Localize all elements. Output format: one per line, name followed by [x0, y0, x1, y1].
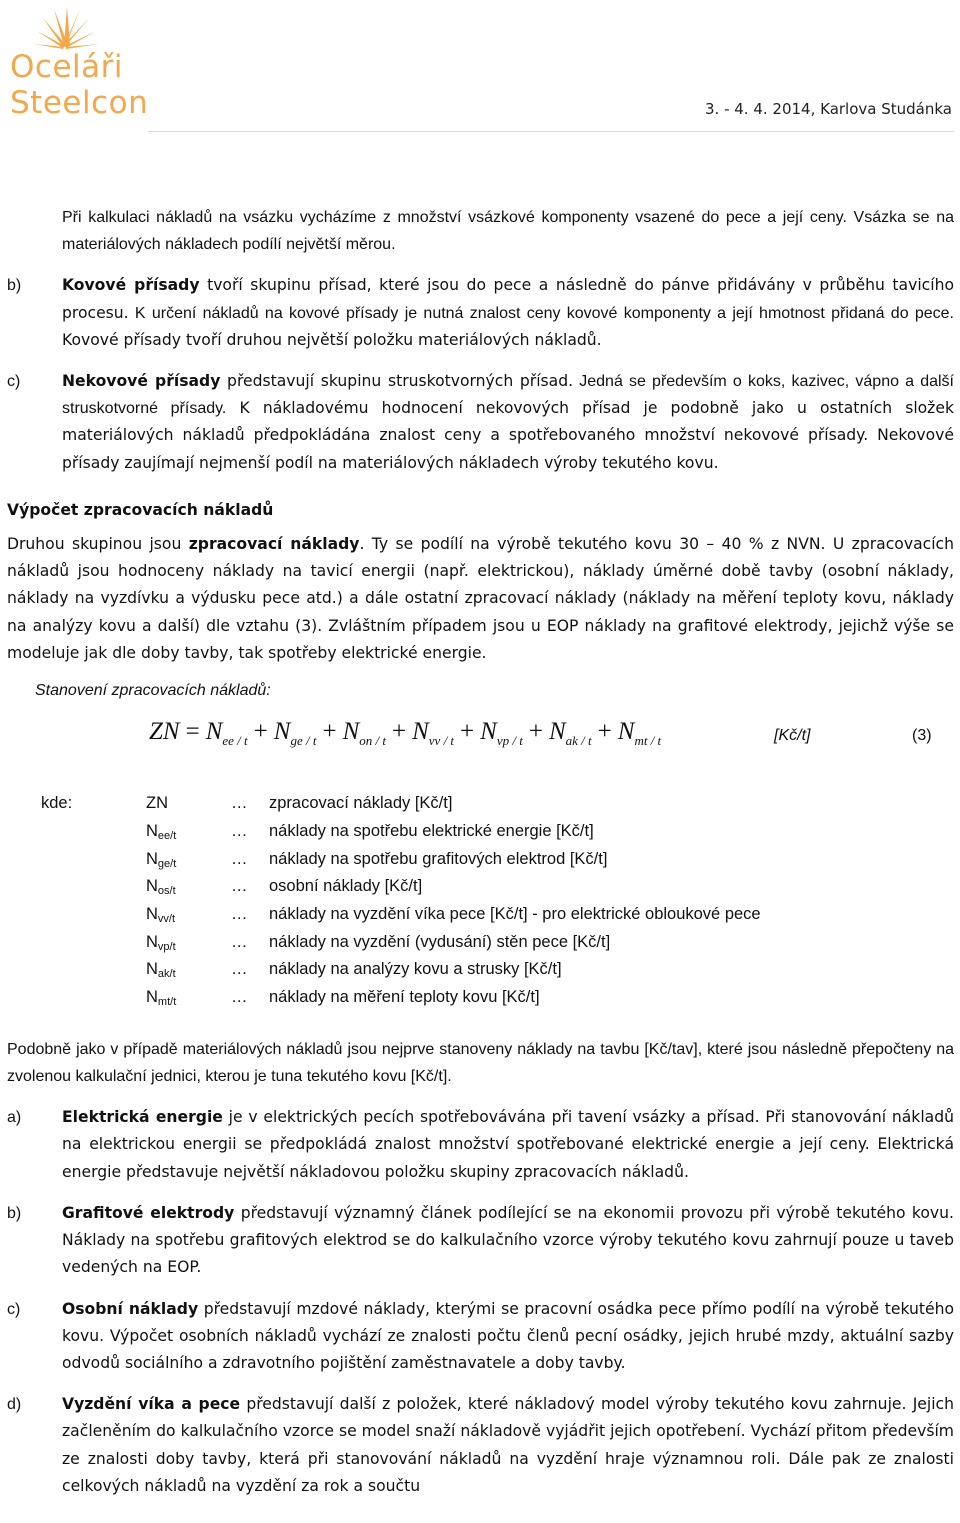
definition-row: $N_{ge/t}$ … náklady na spotřebu grafitových elektrod [Kč/t] [146, 849, 608, 870]
equation-body: ZN = $N_{ee / t} + N_{ge / t} + N_{on / t} + N_{vv / t} + N_{vp / t} + N_{ak / t} + N_{mt / t}$ [149, 718, 662, 749]
item-text: Jedná se především o koks, kazivec, vápno a další struskotvorné přísady. [62, 373, 955, 418]
term-electric-energy: Elektrická energie [62, 1108, 223, 1127]
list-label: a) [7, 1109, 22, 1127]
kde-label: kde: [41, 794, 73, 813]
symbol-definitions [41, 792, 761, 1014]
logo-text-steelcon: Steelcon [10, 85, 149, 121]
list-label: c) [7, 373, 21, 391]
term-personal-costs: Osobní náklady [62, 1299, 199, 1318]
definition-row: $N_{ee/t}$ … náklady na spotřebu elektrické energie [Kč/t] [146, 821, 594, 842]
list-item-metallic-additives [7, 272, 954, 354]
item-text: tvoří skupinu přísad, které jsou do pece a následně do pánve přidávány v průběhu tavicího procesu. [62, 276, 954, 322]
term-lining: Vyzdění víka a pece [62, 1395, 241, 1414]
equation-term: $N_{mt / t}$ [617, 718, 662, 749]
list-item-nonmetallic-additives [7, 368, 954, 477]
item-text: představují mzdové náklady, kterými se pracovní osádka pece přímo podílí na výrobě tekutého kovu. Výpočet osobních nákladů vychází ze znalosti počtu členů pecní osádky, jejich hrubé mzdy, aktuální sazby odvodů sociálního a zdravotního pojištění zaměstnavatele a doby tavby. [62, 1299, 955, 1372]
equation-term: $N_{ak / t}$ [548, 718, 592, 749]
equation-term: $N_{on / t}$ [342, 718, 386, 749]
intro-paragraph: Při kalkulaci nákladů na vsázku vycházíme z množství vsázkové komponenty vsazené do pece a její ceny. Vsázka se na materiálových nákladech podílí největší měrou. [62, 209, 954, 254]
item-text: představují skupinu struskotvorných přísad. [220, 372, 574, 391]
page-content [7, 204, 954, 1500]
list-item-electric-energy [7, 1104, 954, 1186]
conference-logo [4, 4, 149, 124]
equation-lhs: ZN [149, 718, 180, 746]
term-graphite-electrodes: Grafitové elektrody [62, 1203, 235, 1222]
item-text: K nákladovému hodnocení nekovových přísad je podobně jako u ostatních složek materiálových nákladů předpokládána znalost ceny a spotřebovaného množství nekovové přísady. Nekovové přísady zaujímají nejmenší podíl na materiálových nákladech výroby tekutého kovu. [62, 399, 954, 472]
section-heading: Výpočet zpracovacích nákladů [7, 500, 274, 519]
item-text: Kovové přísady tvoří druhou největší položku materiálových nákladů. [62, 330, 602, 349]
header-date-place: 3. - 4. 4. 2014, Karlova Studánka [705, 100, 952, 118]
equation-term: $N_{ee / t}$ [205, 718, 248, 749]
item-text: představují další z položek, které nákladový model výroby tekutého kovu zahrnuje. Jejich začleněním do kalkulačního vzorce se model snaží nákladově vyjádřit jejich opotřebení. Vychází přitom především ze znalosti doby tavby, která při stanovování nákladů na vyzdění hraje významnou roli. Dále pak ze znalosti celkových nákladů na vyzdění za rok a součtu [62, 1395, 955, 1495]
equation-unit: [Kč/t] [774, 727, 811, 745]
list-item-lining [7, 1391, 954, 1500]
equation-term: $N_{vv / t}$ [412, 718, 455, 749]
definition-row: $N_{vp/t}$ … náklady na vyzdění (vydusání) stěn pece [Kč/t] [146, 932, 611, 953]
header-rule [148, 131, 954, 132]
list-item-personal-costs [7, 1296, 954, 1378]
term-metallic-additives: Kovové přísady [62, 276, 200, 295]
equation-term: $N_{vp / t}$ [480, 718, 523, 749]
term-nonmetallic-additives: Nekovové přísady [62, 372, 221, 391]
list-item-graphite-electrodes [7, 1200, 954, 1282]
definition-row: $N_{mt/t}$ … náklady na měření teploty kovu [Kč/t] [146, 988, 540, 1009]
after-definitions-paragraph: Podobně jako v případě materiálových nákladů jsou nejprve stanoveny náklady na tavbu [Kč/tav], které jsou následně přepočteny na zvolenou kalkulační jednici, kterou je tuna tekutého kovu [Kč/t]. [7, 1040, 954, 1086]
equation-3 [7, 704, 954, 766]
equation-number: (3) [912, 727, 932, 745]
item-text: K určení nákladů na kovové přísady je nutná znalost ceny kovové komponenty a její hmotnost přidaná do pece. [128, 304, 954, 322]
section-paragraph: Druhou skupinou jsou zpracovací náklady. Ty se podílí na výrobě tekutého kovu 30 – 40 % z NVN. U zpracovacích nákladů jsou hodnoceny náklady na tavicí energii (např. elektrickou), náklady úměrné době tavby (osobní náklady, náklady na vyzdívku a výdusku pece atd.) a dále ostatní zpracovací náklady (náklady na měření teploty kovu, náklady na analýzy kovu a další) dle vztahu (3). Zvláštním případem jsou u EOP náklady na grafitové elektrody, jejichž výše se modeluje jak dle doby tavby, tak spotřeby elektrické energie. [7, 535, 954, 662]
definition-row: $N_{ak/t}$ … náklady na analýzy kovu a strusky [Kč/t] [146, 960, 562, 981]
formula-subheading: Stanovení zpracovacích nákladů: [35, 682, 271, 700]
list-label: b) [7, 277, 22, 295]
definition-row: $N_{os/t}$ … osobní náklady [Kč/t] [146, 877, 423, 898]
term-processing-costs: zpracovací náklady [188, 535, 360, 554]
item-text: je v elektrických pecích spotřebovávána při tavení vsázky a přísad. Při stanovování nákladů na elektrickou energii se předpokládá znalost množství spotřebované elektrické energie a její ceny. Elektrická energie představuje největší nákladovou položku skupiny zpracovacích nákladů. [62, 1108, 954, 1181]
equation-term: $N_{ge / t}$ [273, 718, 317, 749]
logo-text-ocelari: Oceláři [10, 49, 123, 85]
list-label: b) [7, 1204, 22, 1222]
list-label: d) [7, 1396, 22, 1414]
equation-equals: = [185, 718, 200, 746]
definition-row: kde: ZN … zpracovací náklady [Kč/t] [41, 792, 761, 820]
definition-row: $N_{vv/t}$ … náklady na vyzdění víka pece [Kč/t] - pro elektrické obloukové pece [146, 905, 761, 926]
list-label: c) [7, 1300, 21, 1318]
item-text: představují významný článek podílející se na ekonomii provozu při výrobě tekutého kovu. Náklady na spotřebu grafitových elektrod se do kalkulačního vzorce výroby tekutého kovu zahrnují pouze u taveb vedených na EOP. [62, 1203, 954, 1277]
